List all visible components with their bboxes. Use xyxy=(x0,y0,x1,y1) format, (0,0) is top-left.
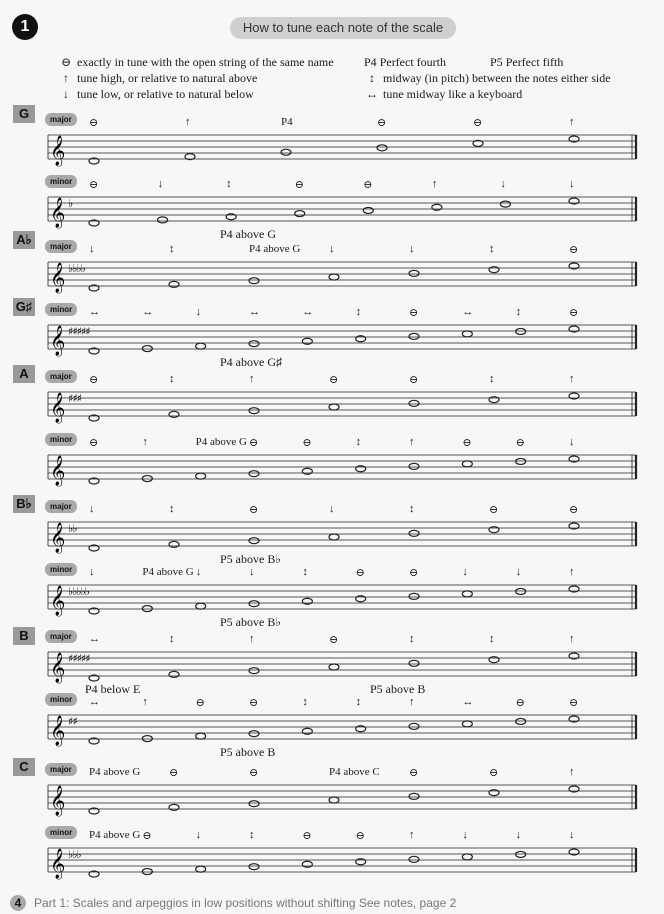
legend-keyboard xyxy=(364,87,522,102)
tuning-marker: ↔ xyxy=(302,306,314,318)
legend-text: tune high, or relative to natural above xyxy=(77,71,258,85)
treble-clef-icon: 𝄞 xyxy=(50,326,66,356)
tuning-marker: ↓ xyxy=(329,503,335,515)
tuning-marker: ⊖ xyxy=(377,117,387,129)
tuning-marker: ↑ xyxy=(409,696,415,708)
music-staff xyxy=(48,518,640,552)
tuning-marker: ↓ xyxy=(515,566,522,578)
whole-note xyxy=(169,804,179,810)
key-label: B xyxy=(13,627,35,645)
whole-note xyxy=(516,588,526,594)
tuning-marker: ↔ xyxy=(89,633,100,645)
tuning-marker: ⊖ xyxy=(89,179,99,191)
music-staff xyxy=(48,781,640,815)
tuning-marker: ↓ xyxy=(249,566,255,578)
tuning-marker: ↓ xyxy=(157,178,164,190)
tuning-marker: ↓ xyxy=(195,829,202,841)
music-staff xyxy=(48,258,640,292)
tuning-marker: ↕ xyxy=(515,306,522,318)
whole-note xyxy=(249,731,259,737)
tuning-marker: ↑ xyxy=(249,373,255,385)
legend-tune-high xyxy=(58,71,257,86)
page-number: 4 xyxy=(10,895,26,911)
treble-clef-icon: 𝄞 xyxy=(50,716,66,746)
interval-label: P4 above G xyxy=(89,766,141,778)
music-staff xyxy=(48,711,640,745)
key-signature: ♯♯♯♯♯ xyxy=(68,652,90,665)
tuning-marker: ↓ xyxy=(569,829,575,841)
whole-note xyxy=(249,341,259,347)
treble-clef-icon: 𝄞 xyxy=(50,586,66,616)
treble-clef-icon: 𝄞 xyxy=(50,523,66,553)
whole-note xyxy=(409,593,419,599)
tuning-marker: ⊖ xyxy=(363,179,373,191)
scale-type-badge: major xyxy=(45,113,77,126)
tuning-marker: ↑ xyxy=(142,696,148,708)
tuning-marker: ↕ xyxy=(489,243,495,255)
tuning-marker: ↕ xyxy=(302,696,308,708)
whole-note xyxy=(142,346,152,352)
tuning-marker: ↓ xyxy=(462,829,468,841)
whole-note xyxy=(249,864,259,870)
arrow-updown-icon: ↕ xyxy=(369,71,375,85)
tuning-marker: ↑ xyxy=(249,633,255,645)
key-signature: ♭♭♭♭ xyxy=(68,262,85,275)
arrow-up-icon: ↑ xyxy=(63,71,69,85)
whole-note xyxy=(196,603,206,609)
interval-label: P5 above B♭ xyxy=(220,552,281,566)
scale-type-badge: major xyxy=(45,630,77,643)
tuning-marker: ⊖ xyxy=(302,437,312,449)
whole-note xyxy=(489,657,499,663)
tuning-marker: ↕ xyxy=(355,436,362,448)
tuning-marker: ↓ xyxy=(195,566,202,578)
legend-tune-low xyxy=(58,87,254,102)
tuning-marker: ↕ xyxy=(169,503,175,515)
whole-note xyxy=(249,601,259,607)
whole-note xyxy=(409,400,419,406)
whole-note xyxy=(462,591,472,597)
treble-clef-icon: 𝄞 xyxy=(50,393,66,423)
tuning-marker: ⊖ xyxy=(569,307,579,319)
legend-in-tune xyxy=(58,55,334,70)
whole-note xyxy=(409,660,419,666)
tuning-marker: ↓ xyxy=(569,436,575,448)
whole-note xyxy=(329,404,339,410)
music-staff xyxy=(48,388,640,422)
whole-note xyxy=(196,343,206,349)
tuning-marker: ↓ xyxy=(409,243,415,255)
tuning-marker: ↑ xyxy=(142,436,148,448)
interval-label: P4 above G♯ xyxy=(220,355,282,369)
tuning-marker: ⊖ xyxy=(515,697,525,709)
tuning-marker: ↕ xyxy=(355,696,362,708)
whole-note xyxy=(500,201,510,207)
whole-note xyxy=(409,270,419,276)
tuning-marker: ⊖ xyxy=(473,117,483,129)
whole-note xyxy=(158,217,168,223)
legend-symbol: P4 xyxy=(364,55,377,69)
legend-midway xyxy=(364,71,611,86)
interval-label: P4 above G xyxy=(220,227,276,241)
key-signature: ♯♯♯ xyxy=(68,392,81,405)
interval-label: P4 above G xyxy=(142,566,194,578)
tuning-marker: ↑ xyxy=(569,633,575,645)
tuning-marker: ⊖ xyxy=(409,767,419,779)
tuning-marker: ↑ xyxy=(409,829,415,841)
whole-note xyxy=(409,463,419,469)
tuning-marker: ↕ xyxy=(226,178,232,190)
tuning-marker: ↕ xyxy=(489,633,495,645)
legend-p5 xyxy=(490,55,563,70)
music-staff xyxy=(48,844,640,878)
scale-type-badge: minor xyxy=(45,433,77,446)
in-tune-icon: ⊖ xyxy=(60,55,72,69)
scale-type-badge: major xyxy=(45,500,77,513)
whole-note xyxy=(249,801,259,807)
key-signature: ♯♯♯♯♯ xyxy=(68,325,90,338)
whole-note xyxy=(249,471,259,477)
tuning-marker: ↕ xyxy=(249,829,255,841)
key-label: A♭ xyxy=(13,231,35,249)
whole-note xyxy=(329,664,339,670)
tuning-marker: ⊖ xyxy=(249,767,259,779)
tuning-marker: ⊖ xyxy=(462,437,472,449)
tuning-marker: ⊖ xyxy=(329,374,339,386)
tuning-marker: P4 xyxy=(281,116,293,128)
tuning-marker: ⊖ xyxy=(355,830,365,842)
whole-note xyxy=(462,331,472,337)
tuning-marker: ↔ xyxy=(462,696,474,708)
treble-clef-icon: 𝄞 xyxy=(50,456,66,486)
tuning-marker: ↕ xyxy=(409,633,415,645)
whole-note xyxy=(142,606,152,612)
legend-text: tune midway like a keyboard xyxy=(383,87,523,101)
whole-note xyxy=(409,856,419,862)
key-label: A xyxy=(13,365,35,383)
interval-label: P4 above G xyxy=(89,829,141,841)
whole-note xyxy=(295,211,305,217)
legend-text: Perfect fifth xyxy=(505,55,564,69)
whole-note xyxy=(462,854,472,860)
tuning-marker: ↓ xyxy=(462,566,468,578)
whole-note xyxy=(169,411,179,417)
music-staff xyxy=(48,321,640,355)
whole-note xyxy=(169,281,179,287)
key-label: G xyxy=(13,105,35,123)
tuning-marker: ↑ xyxy=(185,116,191,128)
tuning-marker: ⊖ xyxy=(409,307,419,319)
tuning-marker: ↕ xyxy=(355,306,362,318)
tuning-marker: ⊖ xyxy=(569,697,579,709)
whole-note xyxy=(363,207,373,213)
scale-type-badge: major xyxy=(45,370,77,383)
scale-type-badge: minor xyxy=(45,175,77,188)
tuning-marker: ↓ xyxy=(89,566,95,578)
interval-label: P5 above B xyxy=(370,682,426,696)
legend-text: exactly in tune with the open string of the same name xyxy=(77,55,334,69)
tuning-marker: ↕ xyxy=(489,373,495,385)
whole-note xyxy=(516,718,526,724)
tuning-marker: ↓ xyxy=(500,178,506,190)
tuning-marker: ↔ xyxy=(89,306,100,318)
interval-label: P4 above C xyxy=(329,766,380,778)
whole-note xyxy=(142,869,152,875)
music-staff xyxy=(48,193,640,227)
tuning-marker: ↑ xyxy=(569,116,575,128)
interval-label: P5 above B xyxy=(220,745,276,759)
music-staff xyxy=(48,131,640,165)
treble-clef-icon: 𝄞 xyxy=(50,198,66,228)
whole-note xyxy=(462,461,472,467)
tuning-marker: ⊖ xyxy=(169,767,179,779)
music-staff xyxy=(48,581,640,615)
treble-clef-icon: 𝄞 xyxy=(50,136,66,166)
whole-note xyxy=(409,723,419,729)
tuning-marker: ↓ xyxy=(329,243,335,255)
legend-p4 xyxy=(364,55,446,70)
page-title: How to tune each note of the scale xyxy=(230,17,456,39)
whole-note xyxy=(196,473,206,479)
whole-note xyxy=(489,267,499,273)
whole-note xyxy=(249,668,259,674)
legend-text: midway (in pitch) between the notes either side xyxy=(383,71,611,85)
tuning-marker: ↓ xyxy=(515,829,522,841)
tuning-marker: ↔ xyxy=(462,306,474,318)
footer-text: Part 1: Scales and arpeggios in low positions without shifting See notes, page 2 xyxy=(34,896,457,910)
tuning-marker: ⊖ xyxy=(249,504,259,516)
scale-type-badge: minor xyxy=(45,826,77,839)
tuning-marker: ↓ xyxy=(89,243,95,255)
key-signature: ♭ xyxy=(68,197,73,210)
whole-note xyxy=(377,145,387,151)
key-label: B♭ xyxy=(13,495,35,513)
scale-type-badge: major xyxy=(45,240,77,253)
whole-note xyxy=(489,527,499,533)
whole-note xyxy=(196,866,206,872)
tuning-marker: ⊖ xyxy=(89,117,99,129)
tuning-marker: ⊖ xyxy=(329,634,339,646)
tuning-marker: ⊖ xyxy=(294,179,304,191)
tuning-marker: ↕ xyxy=(169,373,175,385)
whole-note xyxy=(516,458,526,464)
key-signature: ♯♯ xyxy=(68,715,77,728)
treble-clef-icon: 𝄞 xyxy=(50,786,66,816)
tuning-marker: ⊖ xyxy=(249,437,259,449)
whole-note xyxy=(489,790,499,796)
whole-note xyxy=(142,476,152,482)
whole-note xyxy=(329,797,339,803)
interval-label: P4 below E xyxy=(85,682,141,696)
tuning-marker: ⊖ xyxy=(409,567,419,579)
scale-type-badge: minor xyxy=(45,563,77,576)
whole-note xyxy=(409,530,419,536)
whole-note xyxy=(329,274,339,280)
whole-note xyxy=(489,397,499,403)
whole-note xyxy=(329,534,339,540)
tuning-marker: ↓ xyxy=(195,306,202,318)
scale-type-badge: minor xyxy=(45,303,77,316)
tuning-marker: ↑ xyxy=(569,373,575,385)
whole-note xyxy=(462,721,472,727)
legend-symbol: P5 xyxy=(490,55,503,69)
tuning-marker: ↕ xyxy=(302,566,308,578)
tuning-marker: ⊖ xyxy=(569,244,579,256)
whole-note xyxy=(196,733,206,739)
arrow-down-icon: ↓ xyxy=(63,87,69,101)
key-signature: ♭♭ xyxy=(68,522,77,535)
treble-clef-icon: 𝄞 xyxy=(50,263,66,293)
whole-note xyxy=(409,793,419,799)
tuning-marker: ↔ xyxy=(142,306,154,318)
treble-clef-icon: 𝄞 xyxy=(50,849,66,879)
legend-text: Perfect fourth xyxy=(379,55,446,69)
whole-note xyxy=(169,541,179,547)
key-signature: ♭♭♭ xyxy=(68,848,81,861)
music-staff xyxy=(48,648,640,682)
tuning-marker: ↔ xyxy=(89,696,100,708)
page-footer xyxy=(10,895,456,911)
tuning-marker: ⊖ xyxy=(489,504,499,516)
tuning-marker: ⊖ xyxy=(302,830,312,842)
scale-type-badge: major xyxy=(45,763,77,776)
tuning-marker: ⊖ xyxy=(515,437,525,449)
tuning-marker: ↕ xyxy=(169,243,175,255)
section-number-badge: 1 xyxy=(12,14,38,40)
whole-note xyxy=(409,333,419,339)
whole-note xyxy=(169,671,179,677)
key-label: G♯ xyxy=(13,298,35,316)
tuning-marker: ↑ xyxy=(569,566,575,578)
tuning-marker: ⊖ xyxy=(142,830,152,842)
whole-note xyxy=(249,538,259,544)
tuning-marker: ↓ xyxy=(89,503,95,515)
interval-label: P5 above B♭ xyxy=(220,615,281,629)
whole-note xyxy=(516,328,526,334)
tuning-marker: ⊖ xyxy=(489,767,499,779)
tuning-marker: ⊖ xyxy=(355,567,365,579)
arrow-leftright-icon: ↔ xyxy=(366,87,378,101)
key-signature: ♭♭♭♭♭ xyxy=(68,585,89,598)
whole-note xyxy=(142,736,152,742)
whole-note xyxy=(281,149,291,155)
tuning-marker: ↑ xyxy=(569,766,575,778)
tuning-marker: ↕ xyxy=(409,503,415,515)
tuning-marker: ↕ xyxy=(169,633,175,645)
music-staff xyxy=(48,451,640,485)
tuning-marker: ↔ xyxy=(249,306,260,318)
whole-note xyxy=(249,408,259,414)
tuning-marker: ⊖ xyxy=(89,374,99,386)
whole-note xyxy=(516,851,526,857)
key-label: C xyxy=(13,758,35,776)
tuning-marker: ⊖ xyxy=(195,697,205,709)
interval-label: P4 above G xyxy=(195,436,247,448)
tuning-marker: ↓ xyxy=(569,178,575,190)
tuning-marker: ↑ xyxy=(431,178,438,190)
tuning-marker: ⊖ xyxy=(249,697,259,709)
scale-type-badge: minor xyxy=(45,693,77,706)
tuning-marker: ⊖ xyxy=(569,504,579,516)
tuning-marker: ⊖ xyxy=(89,437,99,449)
tuning-marker: ⊖ xyxy=(409,374,419,386)
treble-clef-icon: 𝄞 xyxy=(50,653,66,683)
interval-label: P4 above G xyxy=(249,243,301,255)
tuning-marker: ↑ xyxy=(409,436,415,448)
legend-text: tune low, or relative to natural below xyxy=(77,87,254,101)
whole-note xyxy=(249,278,259,284)
